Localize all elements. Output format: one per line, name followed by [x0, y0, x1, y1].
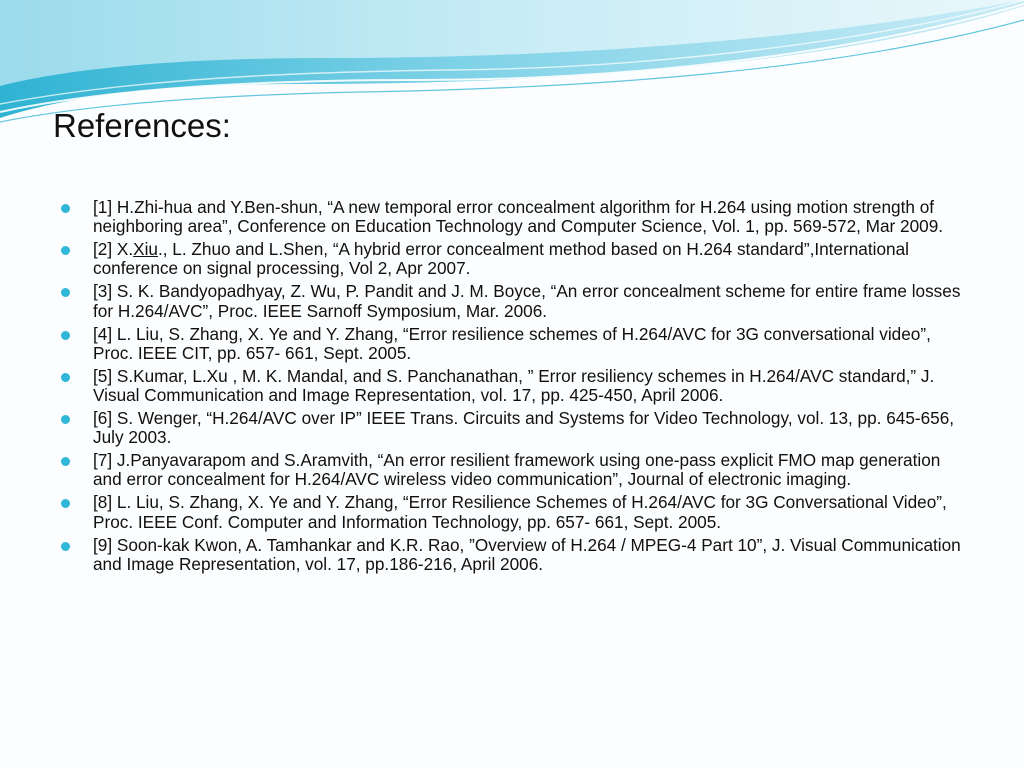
reference-list — [61, 198, 971, 578]
bullet-circle-icon — [61, 288, 70, 297]
reference-text: [8] L. Liu, S. Zhang, X. Ye and Y. Zhang, “Error Resilience Schemes of H.264/AVC for 3G Conversational Video”, Proc. IEEE Conf. Computer and Information Technology, pp. 657- 661, Sept. 2005. — [93, 492, 947, 532]
reference-text-part: [2] X. — [93, 239, 134, 260]
reference-item-8 — [61, 493, 971, 532]
reference-item-7 — [61, 451, 971, 490]
reference-item-5 — [61, 367, 971, 406]
reference-item-9 — [61, 536, 971, 575]
bullet-circle-icon — [61, 457, 70, 466]
underlined-author-name: Xiu — [133, 239, 158, 260]
bullet-circle-icon — [61, 331, 70, 340]
reference-item-2 — [61, 240, 971, 279]
bullet-circle-icon — [61, 204, 70, 213]
bullet-circle-icon — [61, 373, 70, 382]
reference-text: [7] J.Panyavarapom and S.Aramvith, “An error resilient framework using one-pass explicit FMO map generation and error concealment for H.264/AVC wireless video communication”, Journal of electronic imaging. — [93, 450, 941, 490]
reference-item-6 — [61, 409, 971, 448]
reference-item-3 — [61, 282, 971, 321]
reference-text — [93, 239, 909, 278]
reference-text: [3] S. K. Bandyopadhyay, Z. Wu, P. Pandit and J. M. Boyce, “An error concealment scheme for entire frame losses for H.264/AVC”, Proc. IEEE Sarnoff Symposium, Mar. 2006. — [93, 281, 961, 321]
reference-text: [6] S. Wenger, “H.264/AVC over IP” IEEE Trans. Circuits and Systems for Video Technology, vol. 13, pp. 645-656, July 2003. — [93, 407, 955, 448]
reference-text: [4] L. Liu, S. Zhang, X. Ye and Y. Zhang, “Error resilience schemes of H.264/AVC for 3G conversational video”, Proc. IEEE CIT, pp. 657- 661, Sept. 2005. — [93, 323, 931, 363]
bullet-circle-icon — [61, 415, 70, 424]
reference-item-4 — [61, 325, 971, 364]
reference-text: [9] Soon-kak Kwon, A. Tamhankar and K.R. Rao, ”Overview of H.264 / MPEG-4 Part 10”, J. Visual Communication and Image Representation, vol. 17, pp.186-216, April 2006. — [93, 534, 961, 574]
bullet-circle-icon — [61, 246, 70, 255]
reference-item-1 — [61, 198, 971, 237]
bullet-circle-icon — [61, 499, 70, 508]
bullet-circle-icon — [61, 542, 70, 551]
reference-text: [1] H.Zhi-hua and Y.Ben-shun, “A new temporal error concealment algorithm for H.264 using motion strength of neighboring area”, Conference on Education Technology and Computer Science, Vol. 1, pp. 569-572, Mar 2009. — [93, 197, 944, 237]
reference-text: [5] S.Kumar, L.Xu , M. K. Mandal, and S. Panchanathan, ” Error resiliency schemes in H.264/AVC standard,” J. Visual Communication and Image Representation, vol. 17, pp. 425-450, April 2006. — [93, 365, 935, 406]
slide-title: References: — [53, 107, 231, 144]
reference-text-part: ., L. Zhuo and L.Shen, “A hybrid error concealment method based on H.264 standard”,International conference on signal processing, Vol 2, Apr 2007. — [93, 239, 909, 279]
